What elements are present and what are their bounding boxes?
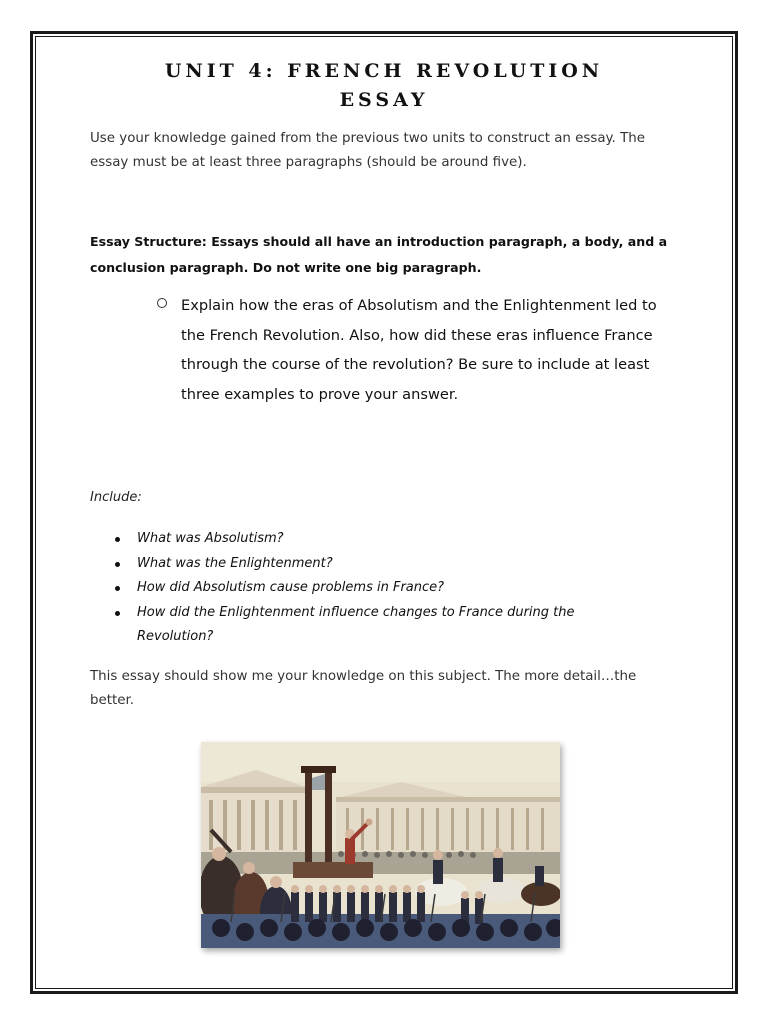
guillotine-scene-image <box>201 742 560 948</box>
guillotine-illustration <box>201 742 560 948</box>
essay-structure-note: Essay Structure: Essays should all have an introduction paragraph, a body, and a conclusion paragraph. Do not write one big paragraph. <box>90 234 668 275</box>
page-title: UNIT 4: FRENCH REVOLUTION <box>164 60 604 82</box>
include-list <box>112 527 652 650</box>
include-label: Include: <box>90 490 142 505</box>
list-item: What was the Enlightenment? <box>112 552 652 577</box>
list-item: How did the Enlightenment influence changes to France during the Revolution? <box>112 601 652 650</box>
closing-paragraph: This essay should show me your knowledge on this subject. The more detail…the better. <box>90 669 637 708</box>
circle-bullet-icon <box>156 294 168 306</box>
essay-prompt: Explain how the eras of Absolutism and the Enlightenment led to the French Revolution. Also, how did these eras influence France through the course of the revolution? Be sure to include at least three examples to prove your answer. <box>181 297 657 403</box>
intro-paragraph: Use your knowledge gained from the previous two units to construct an essay. The essay must be at least three paragraphs (should be around five). <box>90 131 645 170</box>
list-item: What was Absolutism? <box>112 527 652 552</box>
list-item: How did Absolutism cause problems in France? <box>112 576 652 601</box>
page-subtitle: ESSAY <box>339 89 429 111</box>
